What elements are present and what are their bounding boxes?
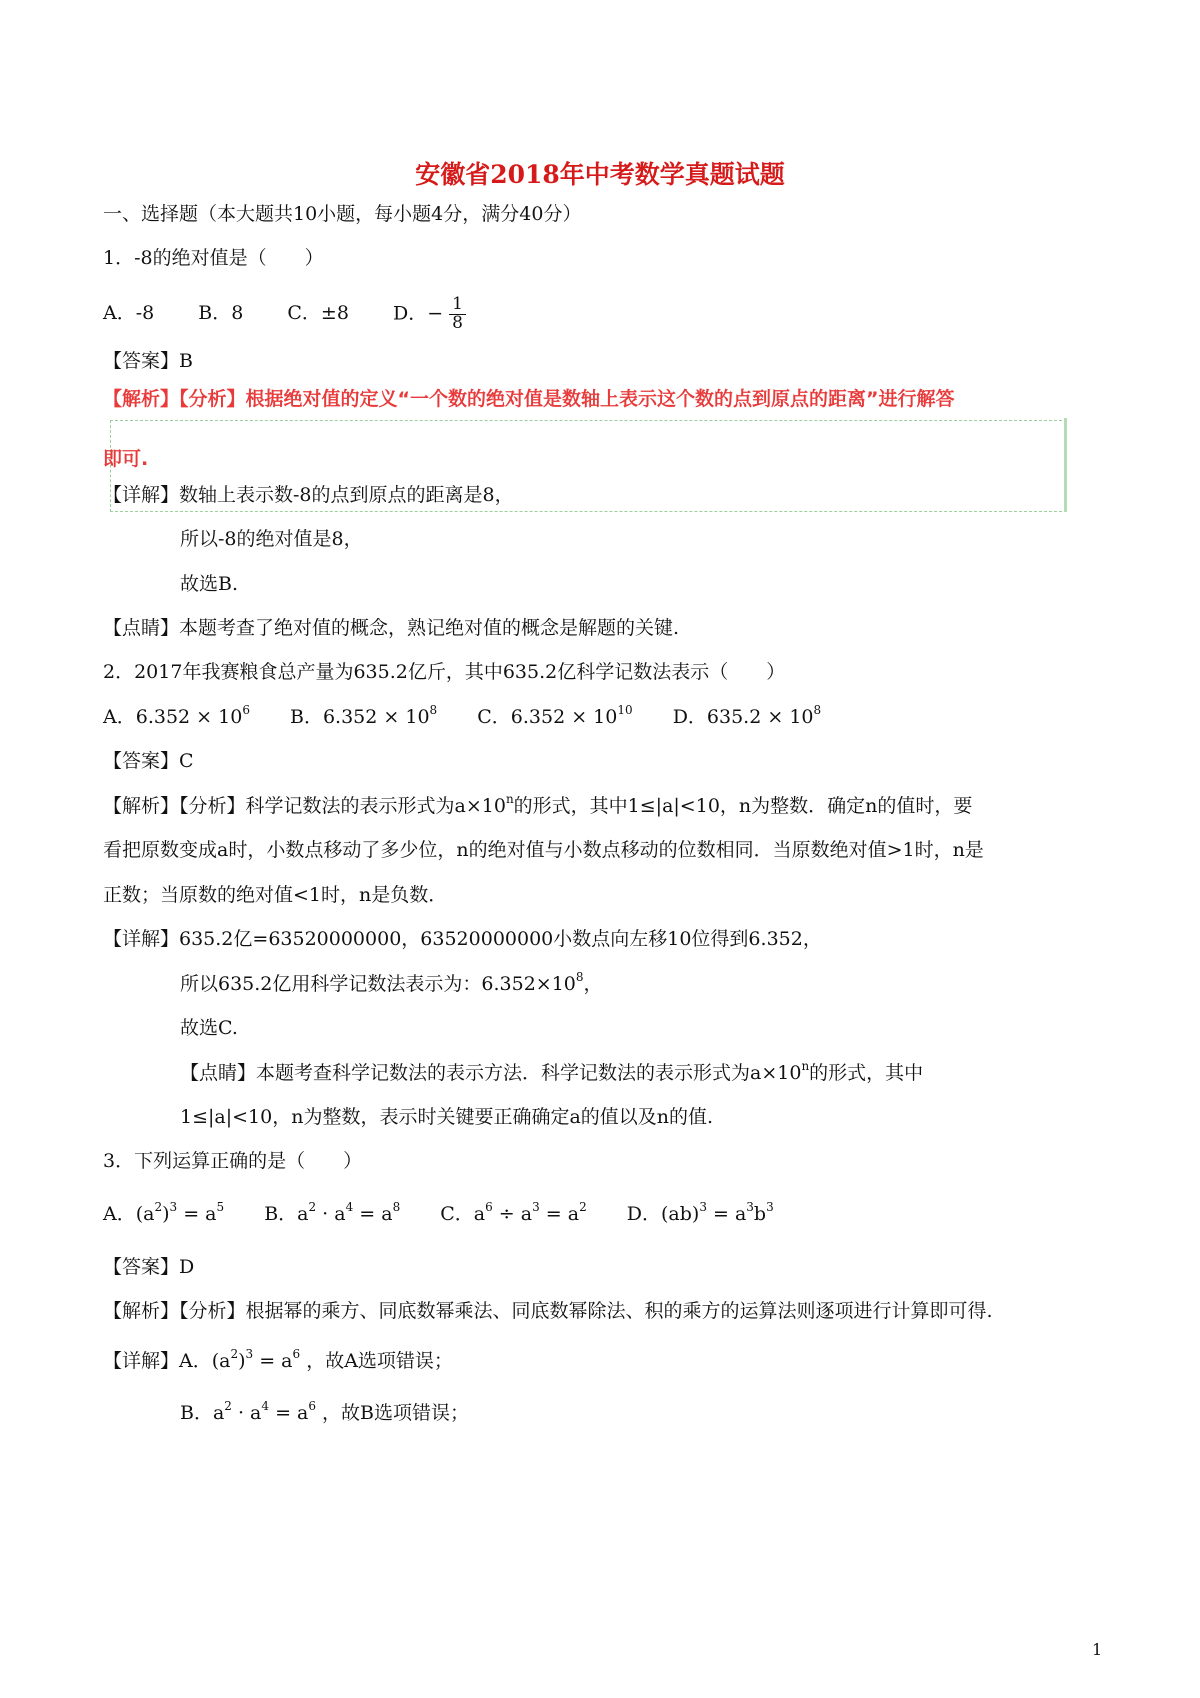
q1-option-a: A．-8 xyxy=(103,302,155,325)
q2-comment-line2: 1≤|a|<10，n为整数，表示时关键要正确确定a的值以及n的值. xyxy=(180,1106,714,1128)
highlight-frame-edge xyxy=(1064,418,1067,512)
q3-option-b: B．$a^2 \cdot a^4 = a^8$ xyxy=(264,1200,401,1225)
q2-option-c: C．$6.352 \times 10^{10}$ xyxy=(477,703,633,728)
q1-analysis-line2: 即可. xyxy=(103,448,149,470)
q2-comment-line1: 【点睛】本题考查科学记数法的表示方法．科学记数法的表示形式为$a\times 10^n$的形式，其中 xyxy=(180,1059,924,1084)
q3-option-c: C．$a^6 \div a^3 = a^2$ xyxy=(440,1200,587,1225)
q2-detail-2: 所以635.2亿用科学记数法表示为：$6.352\times 10^8$， xyxy=(180,970,603,995)
q1-option-d: D．− $\frac{1}{8}$ xyxy=(393,296,466,333)
q1-stem: 1．-8的绝对值是（ ） xyxy=(103,247,324,269)
q2-answer: 【答案】C xyxy=(103,750,194,772)
q2-stem: 2．2017年我赛粮食总产量为635.2亿斤，其中635.2亿科学记数法表示（ ） xyxy=(103,661,786,683)
q3-detail-1: 【详解】A．$(a^2)^3 = a^6$ ，故A选项错误； xyxy=(103,1347,453,1372)
q3-stem: 3．下列运算正确的是（ ） xyxy=(103,1150,363,1172)
page-title: 安徽省2018年中考数学真题试题 xyxy=(415,160,785,189)
page-number: 1 xyxy=(1092,1640,1103,1659)
q1-detail-2: 所以-8的绝对值是8， xyxy=(180,528,363,550)
q2-option-b: B．$6.352 \times 10^8$ xyxy=(290,703,438,728)
q2-options xyxy=(103,703,822,729)
q3-option-a: A．$(a^2)^3 = a^5$ xyxy=(103,1200,225,1225)
q2-analysis-line1: 【解析】【分析】科学记数法的表示形式为$a\times 10^n$的形式，其中1≤|a|<10，n为整数．确定n的值时，要 xyxy=(103,792,973,817)
q1-analysis-line1: 【解析】【分析】根据绝对值的定义“一个数的绝对值是数轴上表示这个数的点到原点的距离”进行解答 xyxy=(103,388,955,410)
q2-detail-1: 【详解】635.2亿=63520000000，63520000000小数点向左移10位得到6.352， xyxy=(103,928,822,950)
fraction: $\frac{1}{8}$ xyxy=(449,296,466,333)
q3-analysis: 【解析】【分析】根据幂的乘方、同底数幂乘法、同底数幂除法、积的乘方的运算法则逐项进行计算即可得. xyxy=(103,1300,993,1322)
q1-detail-3: 故选B. xyxy=(180,573,239,595)
q1-comment: 【点睛】本题考查了绝对值的概念，熟记绝对值的概念是解题的关键. xyxy=(103,617,680,639)
q2-option-d: D．$635.2 \times 10^8$ xyxy=(672,703,822,728)
q3-detail-2: B．$a^2 \cdot a^4 = a^6$ ，故B选项错误； xyxy=(180,1399,470,1424)
q1-answer: 【答案】B xyxy=(103,350,193,372)
q2-analysis-line2: 看把原数变成a时，小数点移动了多少位，n的绝对值与小数点移动的位数相同．当原数绝对值>1时，n是 xyxy=(103,839,984,861)
q1-options xyxy=(103,296,466,333)
q3-answer: 【答案】D xyxy=(103,1256,195,1278)
q1-option-b: B．8 xyxy=(198,302,244,325)
section-heading: 一、选择题（本大题共10小题，每小题4分，满分40分） xyxy=(103,203,582,225)
q1-detail-1: 【详解】数轴上表示数-8的点到原点的距离是8， xyxy=(103,484,514,506)
q2-detail-3: 故选C. xyxy=(180,1017,238,1039)
q2-analysis-line3: 正数；当原数的绝对值<1时，n是负数． xyxy=(103,884,448,906)
q2-option-a: A．$6.352 \times 10^6$ xyxy=(103,703,250,728)
q3-option-d: D．$(ab)^3 = a^3b^3$ xyxy=(626,1200,774,1225)
q1-option-c: C．±8 xyxy=(287,302,349,325)
q3-options xyxy=(103,1200,774,1226)
